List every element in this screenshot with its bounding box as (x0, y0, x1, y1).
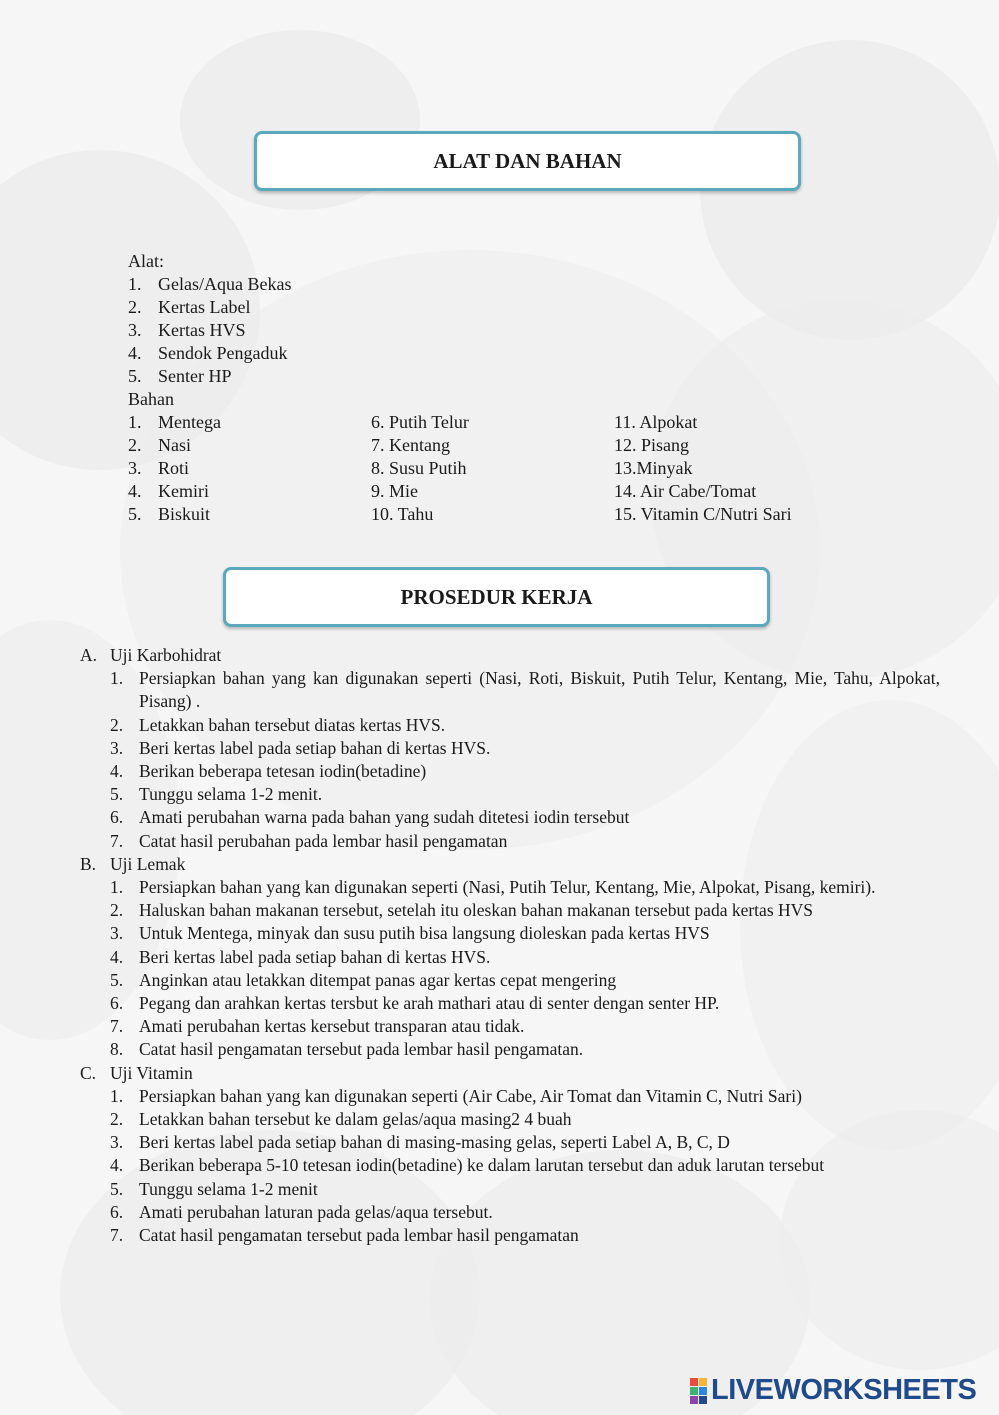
bahan-label: Bahan (128, 389, 174, 409)
procedure-list (80, 644, 940, 1247)
list-item: 2. Haluskan bahan makanan tersebut, setelah itu oleskan bahan makanan tersebut pada kertas HVS (110, 900, 814, 921)
list-item: 3. Untuk Mentega, minyak dan susu putih bisa langsung dioleskan pada kertas HVS (110, 923, 710, 944)
bahan-column-3 (614, 411, 792, 526)
list-item: 2. Letakkan bahan tersebut diatas kertas HVS. (110, 714, 446, 735)
list-item: 5. Tunggu selama 1-2 menit (110, 1178, 318, 1199)
list-item: 5. Tunggu selama 1-2 menit. (110, 784, 323, 805)
list-item: 11. Alpokat (614, 412, 698, 432)
list-item: 7. Amati perubahan kertas kersebut transparan atau tidak. (110, 1016, 525, 1037)
list-item: 13.Minyak (614, 458, 693, 478)
liveworksheets-logo-text: LIVEWORKSHEETS (711, 1374, 977, 1406)
list-item: 3. Roti (128, 458, 190, 478)
section-heading: C. Uji Vitamin (80, 1062, 193, 1083)
list-item: 3. Beri kertas label pada setiap bahan di masing-masing gelas, seperti Label A, B, C, D (110, 1132, 730, 1153)
liveworksheets-logo[interactable] (690, 1374, 976, 1407)
list-item: 3. Beri kertas label pada setiap bahan di kertas HVS. (110, 737, 491, 758)
bahan-column-1 (128, 411, 221, 526)
list-item: 3. Kertas HVS (128, 320, 246, 340)
list-item: 1. Persiapkan bahan yang kan digunakan seperti (Nasi, Putih Telur, Kentang, Mie, Alpokat, Pisang, kemiri). (110, 877, 876, 898)
list-item: 5. Biskuit (128, 504, 211, 524)
liveworksheets-logo-icon (690, 1378, 707, 1404)
list-item: 10. Tahu (371, 504, 434, 524)
list-item: 12. Pisang (614, 435, 690, 455)
list-item: 8. Catat hasil pengamatan tersebut pada lembar hasil pengamatan. (110, 1039, 584, 1060)
list-item: 4. Kemiri (128, 481, 209, 501)
alat-dan-bahan-heading-text: ALAT DAN BAHAN (433, 148, 622, 173)
section-heading: A. Uji Karbohidrat (80, 645, 222, 665)
list-item: 1. Persiapkan bahan yang kan digunakan seperti (Air Cabe, Air Tomat dan Vitamin C, Nutri Sari) (110, 1085, 802, 1106)
list-item: 1. Mentega (128, 412, 221, 432)
list-item: 4. Beri kertas label pada setiap bahan di kertas HVS. (110, 946, 491, 967)
list-item: 6. Amati perubahan laturan pada gelas/aqua tersebut. (110, 1201, 493, 1222)
list-item: 6. Amati perubahan warna pada bahan yang sudah ditetesi iodin tersebut (110, 807, 630, 828)
list-item: 1. Persiapkan bahan yang kan digunakan seperti (Nasi, Roti, Biskuit, Putih Telur, Kentang, Mie, Tahu, Alpokat, Pisang) . (110, 668, 940, 712)
list-item: 6. Putih Telur (371, 412, 469, 432)
list-item: 8. Susu Putih (371, 458, 467, 478)
list-item: 2. Letakkan bahan tersebut ke dalam gelas/aqua masing2 4 buah (110, 1109, 572, 1130)
list-item: 15. Vitamin C/Nutri Sari (614, 504, 792, 524)
list-item: 14. Air Cabe/Tomat (614, 481, 757, 501)
bahan-column-2 (371, 411, 469, 526)
list-item: 7. Catat hasil perubahan pada lembar hasil pengamatan (110, 830, 508, 851)
alat-dan-bahan-heading (254, 131, 801, 191)
list-item: 7. Catat hasil pengamatan tersebut pada lembar hasil pengamatan (110, 1225, 579, 1246)
list-item: 2. Nasi (128, 435, 191, 455)
alat-label: Alat: (128, 251, 164, 271)
prosedur-kerja-heading (223, 567, 770, 627)
list-item: 7. Kentang (371, 435, 450, 455)
list-item: 4. Berikan beberapa tetesan iodin(betadine) (110, 761, 427, 782)
section-heading: B. Uji Lemak (80, 853, 186, 874)
list-item: 4. Sendok Pengaduk (128, 343, 288, 363)
list-item: 9. Mie (371, 481, 418, 501)
prosedur-kerja-heading-text: PROSEDUR KERJA (400, 584, 593, 609)
list-item: 6. Pegang dan arahkan kertas tersbut ke arah mathari atau di senter dengan senter HP. (110, 993, 720, 1014)
list-item: 2. Kertas Label (128, 297, 251, 317)
list-item: 5. Anginkan atau letakkan ditempat panas agar kertas cepat mengering (110, 969, 617, 990)
alat-list (128, 273, 291, 388)
list-item: 5. Senter HP (128, 366, 232, 386)
list-item: 4. Berikan beberapa 5-10 tetesan iodin(betadine) ke dalam larutan tersebut dan aduk larutan tersebut (110, 1155, 825, 1176)
list-item: 1. Gelas/Aqua Bekas (128, 274, 292, 294)
